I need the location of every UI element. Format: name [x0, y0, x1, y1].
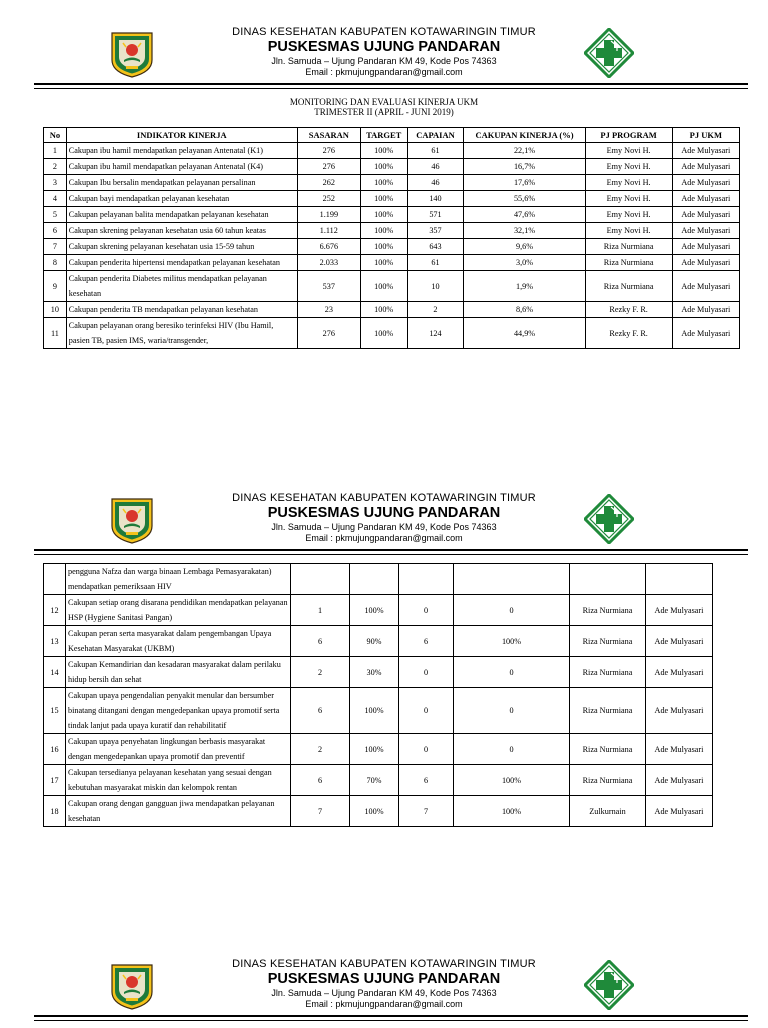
cell-cakupan: 3,0% — [464, 255, 585, 271]
cell-target: 70% — [350, 765, 399, 796]
cell-cakupan: 1,9% — [464, 271, 585, 302]
cell-pj-ukm: Ade Mulyasari — [646, 734, 713, 765]
cell-no: 11 — [44, 318, 67, 349]
cell-capaian: 7 — [399, 796, 454, 827]
table-row — [44, 223, 740, 239]
cell-pj-ukm: Ade Mulyasari — [672, 223, 739, 239]
cell-no: 1 — [44, 143, 67, 159]
cell-sasaran: 6 — [291, 688, 350, 734]
cell-capaian: 46 — [407, 159, 464, 175]
cell-capaian: 6 — [399, 626, 454, 657]
cell-target: 100% — [360, 191, 407, 207]
cell-cakupan — [454, 564, 570, 595]
cell-sasaran: 276 — [297, 159, 360, 175]
cell-indikator: Cakupan orang dengan gangguan jiwa mendapatkan pelayanan kesehatan — [66, 796, 291, 827]
cell-indikator: Cakupan ibu hamil mendapatkan pelayanan Antenatal (K1) — [66, 143, 297, 159]
cell-pj-ukm: Ade Mulyasari — [672, 239, 739, 255]
cell-indikator: Cakupan skrening pelayanan kesehatan usia 60 tahun keatas — [66, 223, 297, 239]
cell-no: 2 — [44, 159, 67, 175]
cell-target: 100% — [360, 159, 407, 175]
cell-capaian: 6 — [399, 765, 454, 796]
cell-pj-program: Riza Nurmiana — [570, 688, 646, 734]
table-row-continuation — [44, 564, 713, 595]
header-pj-ukm: PJ UKM — [672, 128, 739, 143]
agency-name: DINAS KESEHATAN KABUPATEN KOTAWARINGIN TIMUR — [232, 26, 536, 38]
cell-pj-ukm: Ade Mulyasari — [672, 318, 739, 349]
cell-cakupan: 0 — [454, 688, 570, 734]
cell-no: 4 — [44, 191, 67, 207]
cell-capaian: 0 — [399, 595, 454, 626]
cell-no: 15 — [44, 688, 66, 734]
cell-pj-program: Riza Nurmiana — [585, 255, 672, 271]
cell-indikator: Cakupan upaya pengendalian penyakit menular dan bersumber binatang ditangani dengan mengedepankan upaya promotif serta tindak lanjut pada upaya kuratif dan rehabilitatif — [66, 688, 291, 734]
cell-pj-program: Riza Nurmiana — [570, 657, 646, 688]
table-row — [44, 255, 740, 271]
cell-no: 9 — [44, 271, 67, 302]
cell-indikator: Cakupan bayi mendapatkan pelayanan kesehatan — [66, 191, 297, 207]
cell-pj-ukm: Ade Mulyasari — [646, 657, 713, 688]
cell-capaian: 140 — [407, 191, 464, 207]
cell-pj-ukm: Ade Mulyasari — [672, 159, 739, 175]
email: Email : pkmujungpandaran@gmail.com — [305, 999, 463, 1009]
cell-no: 17 — [44, 765, 66, 796]
cell-cakupan: 32,1% — [464, 223, 585, 239]
puskesmas-name: PUSKESMAS UJUNG PANDARAN — [267, 971, 501, 987]
cell-target: 100% — [350, 796, 399, 827]
cell-sasaran: 276 — [297, 143, 360, 159]
table-row — [44, 271, 740, 302]
puskesmas-name: PUSKESMAS UJUNG PANDARAN — [267, 505, 501, 521]
address: Jln. Samuda – Ujung Pandaran KM 49, Kode Pos 74363 — [271, 522, 497, 532]
cell-no: 16 — [44, 734, 66, 765]
cell-sasaran: 1 — [291, 595, 350, 626]
cell-sasaran: 2.033 — [297, 255, 360, 271]
cell-no: 18 — [44, 796, 66, 827]
cell-no: 14 — [44, 657, 66, 688]
cell-sasaran: 1.199 — [297, 207, 360, 223]
cell-pj-program: Rezky F. R. — [585, 318, 672, 349]
cell-no: 7 — [44, 239, 67, 255]
cell-indikator: Cakupan Ibu bersalin mendapatkan pelayanan persalinan — [66, 175, 297, 191]
header-target: TARGET — [360, 128, 407, 143]
letterhead-3 — [0, 958, 768, 1028]
table-row — [44, 159, 740, 175]
table-row — [44, 734, 713, 765]
kpi-table-page-2 — [43, 563, 713, 827]
cell-cakupan: 100% — [454, 796, 570, 827]
cell-pj-ukm: Ade Mulyasari — [672, 271, 739, 302]
puskesmas-logo-icon — [584, 28, 634, 78]
cell-capaian: 0 — [399, 734, 454, 765]
header-sasaran: SASARAN — [297, 128, 360, 143]
cell-sasaran: 1.112 — [297, 223, 360, 239]
kpi-table-page-1 — [43, 127, 740, 349]
cell-indikator: Cakupan setiap orang disarana pendidikan mendapatkan pelayanan HSP (Hygiene Sanitasi Pangan) — [66, 595, 291, 626]
cell-pj-program: Riza Nurmiana — [570, 765, 646, 796]
cell-pj-program: Riza Nurmiana — [585, 271, 672, 302]
cell-target: 100% — [360, 271, 407, 302]
cell-capaian: 0 — [399, 657, 454, 688]
table-row — [44, 765, 713, 796]
cell-capaian: 124 — [407, 318, 464, 349]
cell-pj-program: Riza Nurmiana — [585, 239, 672, 255]
cell-indikator: Cakupan skrening pelayanan kesehatan usia 15-59 tahun — [66, 239, 297, 255]
cell-pj-ukm: Ade Mulyasari — [646, 765, 713, 796]
cell-indikator: Cakupan upaya penyehatan lingkungan berbasis masyarakat dengan mengedepankan upaya promotif dan preventif — [66, 734, 291, 765]
cell-sasaran: 7 — [291, 796, 350, 827]
letterhead-rule-thin — [34, 88, 748, 89]
header-no: No — [44, 128, 67, 143]
cell-cakupan: 0 — [454, 657, 570, 688]
cell-sasaran: 6 — [291, 626, 350, 657]
cell-target: 90% — [350, 626, 399, 657]
address: Jln. Samuda – Ujung Pandaran KM 49, Kode Pos 74363 — [271, 56, 497, 66]
cell-pj-program: Riza Nurmiana — [570, 626, 646, 657]
agency-name: DINAS KESEHATAN KABUPATEN KOTAWARINGIN TIMUR — [232, 492, 536, 504]
cell-indikator: Cakupan peran serta masyarakat dalam pengembangan Upaya Kesehatan Masyarakat (UKBM) — [66, 626, 291, 657]
cell-sasaran: 252 — [297, 191, 360, 207]
header-cakupan: CAKUPAN KINERJA (%) — [464, 128, 585, 143]
cell-target: 100% — [360, 255, 407, 271]
puskesmas-logo-icon — [584, 960, 634, 1010]
cell-pj-program: Emy Novi H. — [585, 159, 672, 175]
cell-pj-program: Emy Novi H. — [585, 207, 672, 223]
table-row — [44, 143, 740, 159]
cell-target: 100% — [360, 302, 407, 318]
cell-target: 100% — [360, 143, 407, 159]
cell-sasaran: 2 — [291, 657, 350, 688]
letterhead-text — [200, 26, 568, 78]
cell-capaian: 2 — [407, 302, 464, 318]
cell-capaian: 10 — [407, 271, 464, 302]
cell-pj-ukm: Ade Mulyasari — [672, 255, 739, 271]
cell-pj-ukm: Ade Mulyasari — [672, 175, 739, 191]
cell-target — [350, 564, 399, 595]
regency-emblem-icon — [106, 962, 158, 1010]
cell-pj-program: Emy Novi H. — [585, 191, 672, 207]
cell-indikator: Cakupan tersedianya pelayanan kesehatan yang sesuai dengan kebutuhan masyarakat miskin dan kelompok rentan — [66, 765, 291, 796]
regency-emblem-icon — [106, 30, 158, 78]
cell-cakupan: 55,6% — [464, 191, 585, 207]
cell-target: 100% — [360, 207, 407, 223]
cell-cakupan: 100% — [454, 626, 570, 657]
cell-sasaran: 537 — [297, 271, 360, 302]
cell-sasaran — [291, 564, 350, 595]
cell-pj-program — [570, 564, 646, 595]
cell-cakupan: 8,6% — [464, 302, 585, 318]
cell-cakupan: 47,6% — [464, 207, 585, 223]
cell-pj-program: Riza Nurmiana — [570, 734, 646, 765]
cell-cakupan: 17,6% — [464, 175, 585, 191]
cell-target: 100% — [350, 595, 399, 626]
address: Jln. Samuda – Ujung Pandaran KM 49, Kode Pos 74363 — [271, 988, 497, 998]
letterhead-rule — [34, 549, 748, 551]
cell-pj-ukm: Ade Mulyasari — [646, 626, 713, 657]
cell-pj-ukm: Ade Mulyasari — [646, 796, 713, 827]
cell-capaian: 357 — [407, 223, 464, 239]
cell-pj-program: Zulkurnain — [570, 796, 646, 827]
header-pj-program: PJ PROGRAM — [585, 128, 672, 143]
cell-no: 12 — [44, 595, 66, 626]
cell-capaian: 46 — [407, 175, 464, 191]
header-capaian: CAPAIAN — [407, 128, 464, 143]
table-row — [44, 657, 713, 688]
table-row — [44, 688, 713, 734]
cell-capaian: 61 — [407, 255, 464, 271]
cell-cakupan: 100% — [454, 765, 570, 796]
puskesmas-logo-icon — [584, 494, 634, 544]
cell-indikator: Cakupan penderita hipertensi mendapatkan pelayanan kesehatan — [66, 255, 297, 271]
email: Email : pkmujungpandaran@gmail.com — [305, 67, 463, 77]
cell-no: 5 — [44, 207, 67, 223]
cell-target: 100% — [350, 734, 399, 765]
cell-capaian: 643 — [407, 239, 464, 255]
cell-target: 100% — [350, 688, 399, 734]
letterhead-rule-thin — [34, 1020, 748, 1021]
cell-indikator: Cakupan penderita TB mendapatkan pelayanan kesehatan — [66, 302, 297, 318]
table-row — [44, 175, 740, 191]
cell-indikator: Cakupan ibu hamil mendapatkan pelayanan Antenatal (K4) — [66, 159, 297, 175]
document-subtitle: TRIMESTER II (APRIL - JUNI 2019) — [314, 107, 454, 117]
table-row — [44, 626, 713, 657]
cell-no — [44, 564, 66, 595]
email: Email : pkmujungpandaran@gmail.com — [305, 533, 463, 543]
cell-sasaran: 23 — [297, 302, 360, 318]
cell-indikator: Cakupan pelayanan balita mendapatkan pelayanan kesehatan — [66, 207, 297, 223]
cell-pj-program: Emy Novi H. — [585, 223, 672, 239]
letterhead-rule-thin — [34, 554, 748, 555]
table-row — [44, 595, 713, 626]
letterhead-2 — [0, 492, 768, 562]
letterhead-text — [200, 492, 568, 544]
cell-pj-ukm: Ade Mulyasari — [672, 207, 739, 223]
cell-cakupan: 9,6% — [464, 239, 585, 255]
cell-no: 10 — [44, 302, 67, 318]
letterhead-rule — [34, 83, 748, 85]
cell-pj-program: Emy Novi H. — [585, 175, 672, 191]
cell-indikator: Cakupan pelayanan orang beresiko terinfeksi HIV (Ibu Hamil, pasien TB, pasien IMS, waria/transgender, — [66, 318, 297, 349]
cell-target: 100% — [360, 318, 407, 349]
regency-emblem-icon — [106, 496, 158, 544]
cell-target: 100% — [360, 223, 407, 239]
table-row — [44, 318, 740, 349]
cell-pj-program: Rezky F. R. — [585, 302, 672, 318]
table-row — [44, 239, 740, 255]
puskesmas-name: PUSKESMAS UJUNG PANDARAN — [267, 39, 501, 55]
cell-target: 30% — [350, 657, 399, 688]
cell-pj-ukm: Ade Mulyasari — [646, 595, 713, 626]
agency-name: DINAS KESEHATAN KABUPATEN KOTAWARINGIN TIMUR — [232, 958, 536, 970]
letterhead-text — [200, 958, 568, 1010]
cell-target: 100% — [360, 175, 407, 191]
cell-indikator: Cakupan penderita Diabetes militus mendapatkan pelayanan kesehatan — [66, 271, 297, 302]
table-row — [44, 302, 740, 318]
cell-pj-program: Riza Nurmiana — [570, 595, 646, 626]
cell-capaian: 61 — [407, 143, 464, 159]
cell-cakupan: 22,1% — [464, 143, 585, 159]
letterhead-rule — [34, 1015, 748, 1017]
cell-sasaran: 6 — [291, 765, 350, 796]
letterhead-1 — [0, 26, 768, 96]
table-row — [44, 796, 713, 827]
cell-pj-ukm: Ade Mulyasari — [672, 143, 739, 159]
cell-no: 6 — [44, 223, 67, 239]
cell-capaian — [399, 564, 454, 595]
cell-pj-program: Emy Novi H. — [585, 143, 672, 159]
cell-indikator: Cakupan Kemandirian dan kesadaran masyarakat dalam perilaku hidup bersih dan sehat — [66, 657, 291, 688]
cell-capaian: 571 — [407, 207, 464, 223]
table-header-row — [44, 128, 740, 143]
table-row — [44, 191, 740, 207]
cell-pj-ukm: Ade Mulyasari — [646, 688, 713, 734]
cell-no: 13 — [44, 626, 66, 657]
cell-sasaran: 276 — [297, 318, 360, 349]
document-title: MONITORING DAN EVALUASI KINERJA UKM — [289, 97, 479, 107]
cell-cakupan: 44,9% — [464, 318, 585, 349]
cell-pj-ukm — [646, 564, 713, 595]
header-indikator: INDIKATOR KINERJA — [66, 128, 297, 143]
cell-sasaran: 2 — [291, 734, 350, 765]
cell-sasaran: 6.676 — [297, 239, 360, 255]
cell-capaian: 0 — [399, 688, 454, 734]
cell-no: 3 — [44, 175, 67, 191]
cell-no: 8 — [44, 255, 67, 271]
table-row — [44, 207, 740, 223]
cell-pj-ukm: Ade Mulyasari — [672, 302, 739, 318]
cell-pj-ukm: Ade Mulyasari — [672, 191, 739, 207]
cell-target: 100% — [360, 239, 407, 255]
cell-sasaran: 262 — [297, 175, 360, 191]
cell-cakupan: 16,7% — [464, 159, 585, 175]
cell-indikator: pengguna Nafza dan warga binaan Lembaga Pemasyarakatan) mendapatkan pemeriksaan HIV — [66, 564, 291, 595]
cell-cakupan: 0 — [454, 734, 570, 765]
cell-cakupan: 0 — [454, 595, 570, 626]
